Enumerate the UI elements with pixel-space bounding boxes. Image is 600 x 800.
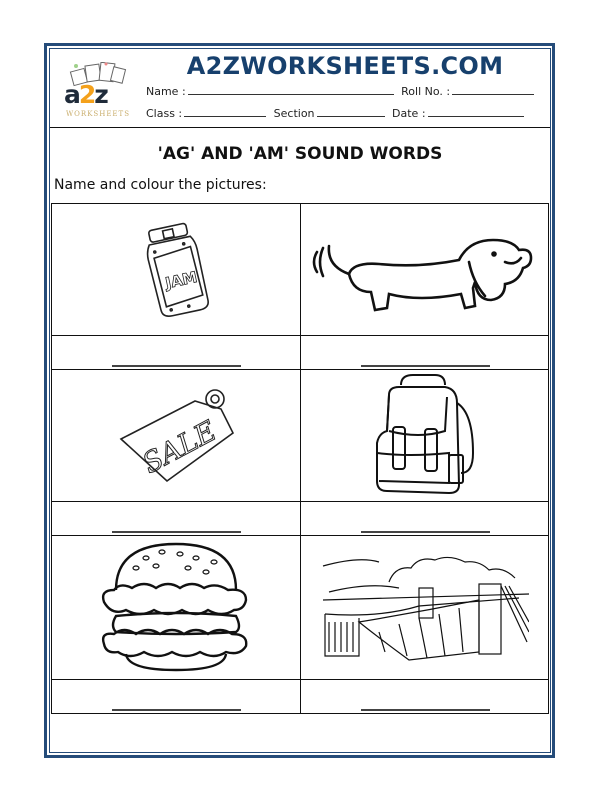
worksheet-title: 'AG' AND 'AM' SOUND WORDS xyxy=(157,144,443,164)
dam-icon xyxy=(319,552,529,664)
picture-grid xyxy=(51,203,549,714)
picture-cell-sale-tag xyxy=(52,370,301,502)
site-title: A2ZWORKSHEETS.COM xyxy=(186,52,504,80)
answer-cell-2[interactable] xyxy=(300,336,549,370)
dog-wagging-tail-icon xyxy=(309,222,539,317)
answer-line xyxy=(361,709,490,711)
name-roll-row xyxy=(146,84,538,98)
section-field[interactable] xyxy=(317,106,385,117)
logo-mark: a2z xyxy=(64,80,107,109)
name-field[interactable] xyxy=(188,84,394,95)
svg-text:SALE: SALE xyxy=(136,413,222,480)
roll-no-label: Roll No. : xyxy=(401,85,451,98)
picture-cell-backpack xyxy=(300,370,549,502)
answer-cell-1[interactable] xyxy=(52,336,301,370)
picture-cell-burger xyxy=(52,536,301,680)
answer-line xyxy=(361,531,490,533)
answer-cell-4[interactable] xyxy=(300,502,549,536)
answer-cell-6[interactable] xyxy=(300,680,549,714)
header-divider xyxy=(50,127,550,128)
name-label: Name : xyxy=(146,85,186,98)
date-field[interactable] xyxy=(428,106,524,117)
answer-line xyxy=(112,709,241,711)
hamburger-icon xyxy=(96,540,256,675)
jam-jar-icon xyxy=(141,220,211,320)
class-section-date-row xyxy=(146,106,528,120)
svg-text:JAM: JAM xyxy=(163,267,199,292)
answer-line xyxy=(112,365,241,367)
sale-tag-icon xyxy=(111,381,241,491)
picture-cell-dog xyxy=(300,204,549,336)
answer-cell-3[interactable] xyxy=(52,502,301,536)
roll-no-field[interactable] xyxy=(452,84,534,95)
answer-cell-5[interactable] xyxy=(52,680,301,714)
answer-line xyxy=(361,365,490,367)
a2z-logo xyxy=(58,60,138,122)
backpack-icon xyxy=(369,373,479,498)
picture-cell-jam xyxy=(52,204,301,336)
section-label: Section xyxy=(273,107,315,120)
class-field[interactable] xyxy=(184,106,266,117)
logo-subtitle: WORKSHEETS xyxy=(65,110,131,118)
class-label: Class : xyxy=(146,107,183,120)
answer-line xyxy=(112,531,241,533)
date-label: Date : xyxy=(392,107,426,120)
picture-cell-dam xyxy=(300,536,549,680)
instructions: Name and colour the pictures: xyxy=(54,177,267,193)
